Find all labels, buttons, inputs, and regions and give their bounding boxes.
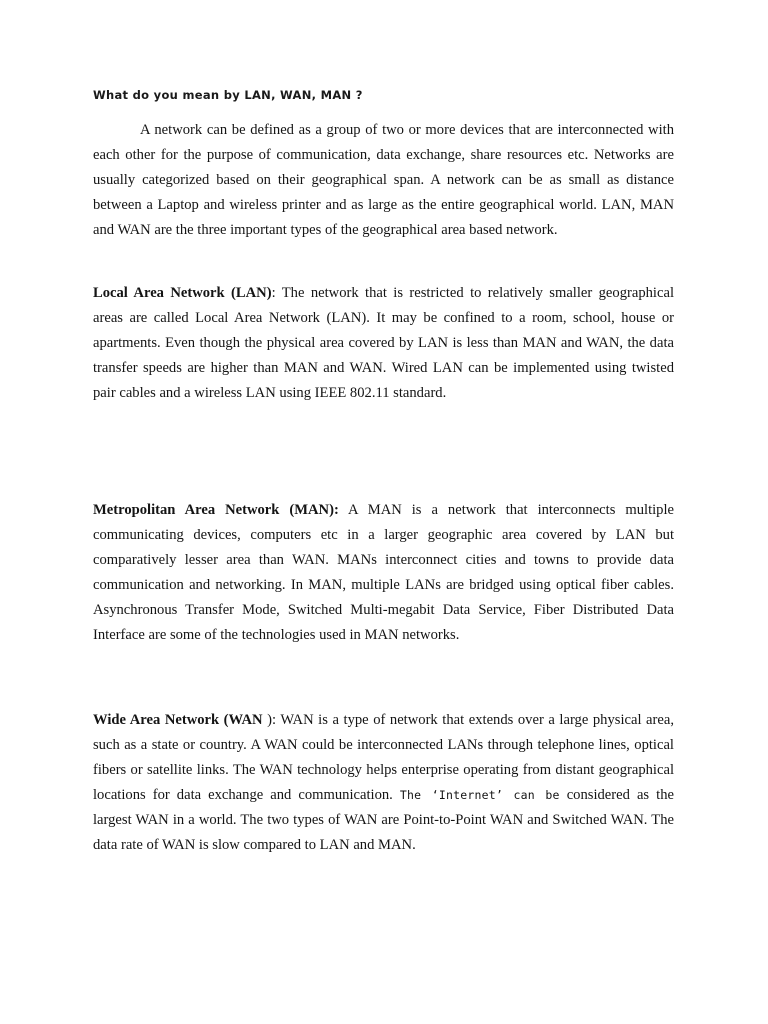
- lan-paragraph: [93, 281, 674, 406]
- internet-phrase: The ‘Internet’ can be: [399, 788, 560, 802]
- wan-paragraph: [93, 708, 674, 858]
- man-paragraph: [93, 498, 674, 648]
- lan-term: Local Area Network (LAN): [93, 285, 272, 301]
- man-description: A MAN is a network that interconnects multiple communicating devices, computers etc in a larger geographic area covered by LAN but comparatively lesser area than WAN. MANs interconnect cities and towns to provide data communication and networking. In MAN, multiple LANs are bridged using optical fiber cables. Asynchronous Transfer Mode, Switched Multi-megabit Data Service, Fiber Distributed Data Interface are some of the technologies used in MAN networks.: [93, 502, 675, 643]
- lan-description: : The network that is restricted to relatively smaller geographical areas are called Local Area Network (LAN). It may be confined to a room, school, house or apartments. Even though the physical area covered by LAN is less than MAN and WAN, the data transfer speeds are higher than MAN and WAN. Wired LAN can be implemented using twisted pair cables and a wireless LAN using IEEE 802.11 standard.: [93, 285, 674, 401]
- wan-term: Wide Area Network (WAN: [93, 712, 268, 728]
- intro-paragraph: A network can be defined as a group of two or more devices that are interconnected with each other for the purpose of communication, data exchange, share resources etc. Networks are usually categorized based on their geographical span. A network can be as small as distance between a Laptop and wireless printer and as large as the entire geographical world. LAN, MAN and WAN are the three important types of the geographical area based network.: [93, 122, 674, 238]
- document-heading: What do you mean by LAN, WAN, MAN ?: [93, 88, 363, 102]
- wan-description-start: ): WAN is a type of network that extends over a large physical area, such as a state or country. A WAN could be interconnected LANs through telephone lines, optical fibers or satellite links. The WAN technology helps enterprise operating from distant geographical locations for data exchange and communication.: [93, 712, 675, 803]
- man-term: Metropolitan Area Network (MAN):: [93, 502, 339, 518]
- wan-description-end: considered as the largest WAN in a world. The two types of WAN are Point-to-Point WAN and Switched WAN. The data rate of WAN is slow compared to LAN and MAN.: [93, 787, 674, 853]
